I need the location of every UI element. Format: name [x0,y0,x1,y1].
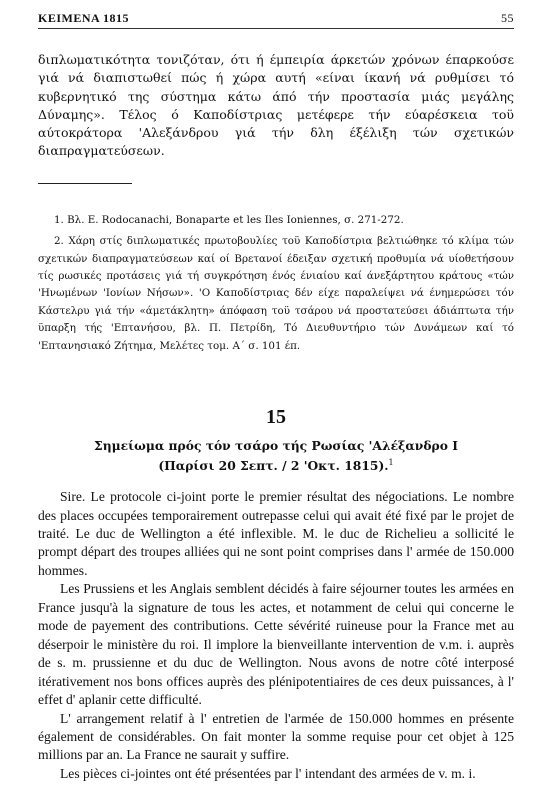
body-paragraph: Les pièces ci-jointes ont été présentées par l' intendant des armées de v. m. i. [60,765,476,781]
running-head [38,10,514,29]
document-dateline: (Παρίσι 20 Σεπτ. / 2 'Οκτ. 1815). [158,458,389,474]
running-title: ΚΕΙΜΕΝΑ 1815 [38,11,130,25]
footnotes [38,212,514,355]
document-number: 15 [266,406,286,429]
body-paragraph: L' arrangement relatif à l' entretien de l'armée de 150.000 hommes en présente également de considérables. On fait monter la somme requise pour cet objet à 125 millions par an. La France ne saurait y suffire. [38,710,514,763]
book-page [38,10,514,783]
intro-paragraph: διπλωματικότητα τονιζόταν, ότι ή έμπειρία άρκετών χρόνων έπαρκούσε γιά νά διαπιστωθεί πώς ή χώρα αυτή «είναι ίκανή νά ρυθμίσει τό κυβερνητικό της σύστημα κάτω άπό τήν προστασία μιάς μεγάλης Δύναμης». Τέλος ό Καποδίστριας μετέφερε τήν εύαρέσκεια τοϋ αύτοκράτορα 'Αλεξάνδρου γιά τήν δλη έξέλιξη τών σχετικών διαπραγματεύσεων. [38,52,514,159]
dateline-footnote-marker: 1 [388,458,394,468]
footnote-2: 2. Χάρη στίς διπλωματικές πρωτοβουλίες τοϋ Καποδίστρια βελτιώθηκε τό κλίμα τών σχετικών διαπραγματεύσεων καί οί Βρετανοί έδειξαν σχετική προθυμία νά υίοθετήσουν τίς ρωσικές προτάσεις γιά τή συγκρότηση ένός ένιαίου καί άνεξάρτητου κράτους «τών 'Ηνωμένων 'Ιονίων Νήσων». 'Ο Καποδίστριας δέν είχε παραλείψει νά ένημερώσει τόν Κάστελρυ γιά τήν «άμετάκλητη» άπόφαση τοϋ τσάρου νά προστατεύσει άδιάπτωτα τήν ϋπαρξη τής 'Επτανήσου, βλ. Π. Πετρίδη, Τό Διευθυντήριο τών Δυνάμεων καί τό 'Επτανησιακό Ζήτημα, Μελέτες τομ. Α΄ σ. 101 έπ. [38,235,514,352]
body-paragraph: Les Prussiens et les Anglais semblent décidés à faire séjourner toutes les armées en France jusqu'à la signature de tous les actes, et notamment de celui qui concerne le mode de payement des contributions. Cette sévérité ruineuse pour la France met au déserpoir le ministère du roi. Il implore la bienveillante intervention de v.m. i. auprès de s. m. prussienne et du duc de Wellington. Nous avons de notre côté interposé itérativement nos bons offices auprès des plénipotentiaires de ces deux puissances, à l' effet d' aplanir cette difficulté. [38,581,514,708]
document-heading [38,437,514,474]
document-title: Σημείωμα πρός τόν τσάρο τής Ρωσίας 'Αλέξανδρο Ι [94,438,458,454]
page-number: 55 [501,11,514,25]
footnote-1: 1. Βλ. E. Rodocanachi, Bonaparte et les Iles Ioniennes, σ. 271-272. [54,213,404,226]
document-dateline-line [38,454,514,474]
document-body [38,488,514,783]
footnote-separator [38,183,132,184]
body-paragraph: Sire. Le protocole ci-joint porte le premier résultat des négociations. Le nombre des places occupées temporairement outrepasse celui qui avait été fixé par le projet de traité. Le duc de Wellington a été inflexible. M. le duc de Richelieu a sollicité le prompt départ des troupes alliées qui ne sont point comprises dans l' armée de 150.000 hommes. [38,489,514,578]
